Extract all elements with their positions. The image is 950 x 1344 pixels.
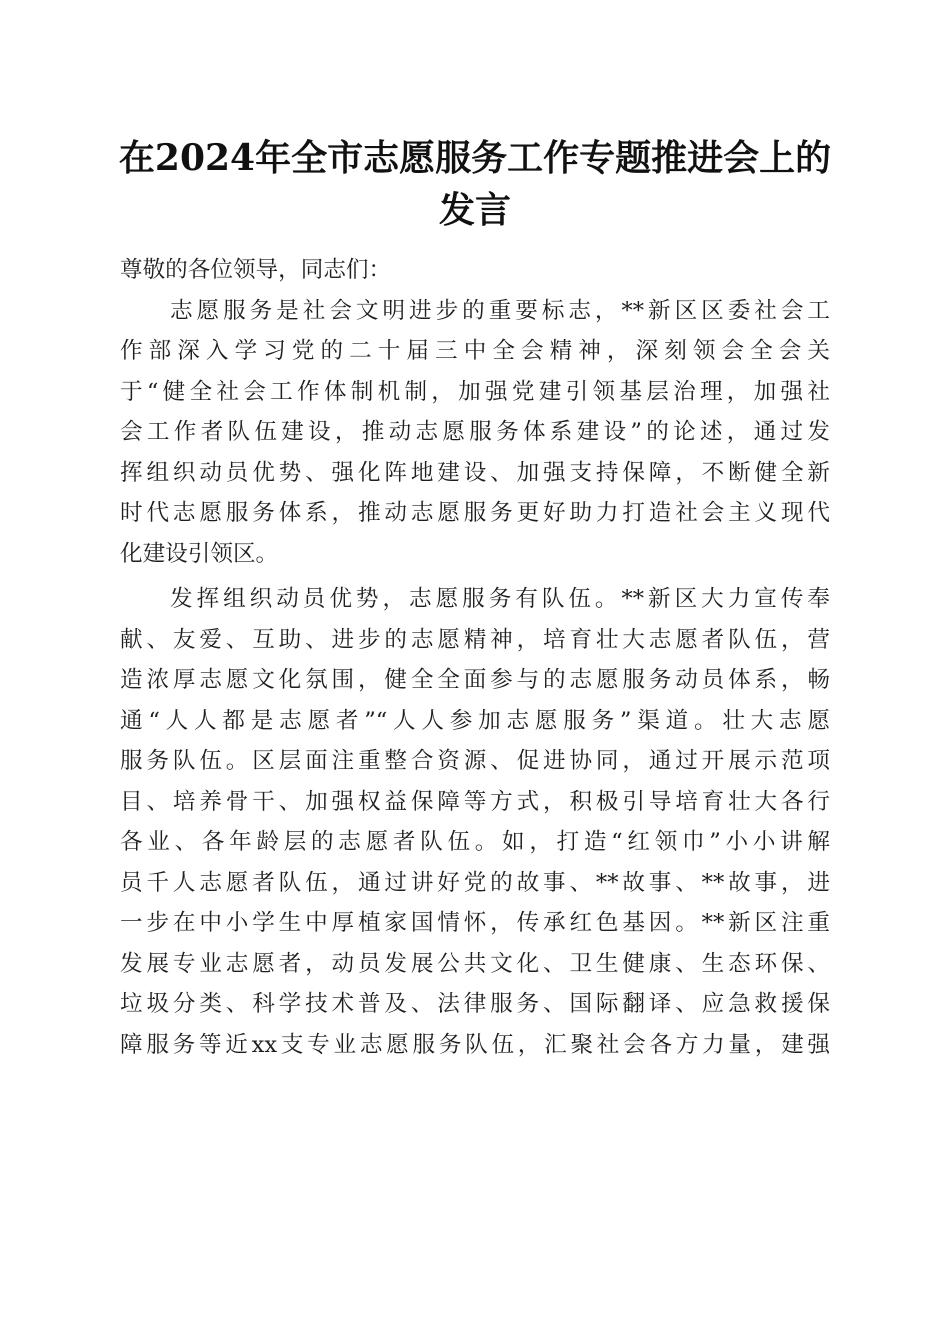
salutation: 尊敬的各位领导，同志们： [120, 257, 392, 283]
paragraph-line: 会工作者队伍建设，推动志愿服务体系建设”的论述，通过发 [120, 419, 830, 445]
paragraph-line: 作部深入学习党的二十届三中全会精神，深刻领会全会关 [120, 338, 830, 364]
title-line-2: 发言 [438, 189, 511, 231]
paragraph-line: 障服务等近xx支专业志愿服务队伍，汇聚社会各方力量，建强 [120, 1031, 830, 1058]
paragraph-line: 于“健全社会工作体制机制，加强党建引领基层治理，加强社 [120, 378, 830, 405]
paragraph-line: 时代志愿服务体系，推动志愿服务更好助力打造社会主义现代 [120, 500, 830, 526]
paragraph-line: 发挥组织动员优势，志愿服务有队伍。**新区大力宣传奉 [170, 586, 830, 612]
title-line-1: 在2024年全市志愿服务工作专题推进会上的 [118, 137, 832, 179]
paragraph-2 [120, 579, 830, 1065]
paragraph-line: 献、友爱、互助、进步的志愿精神，培育壮大志愿者队伍，营 [120, 626, 830, 653]
paragraph-line: 各业、各年龄层的志愿者队伍。如，打造“红领巾”小小讲解 [120, 829, 830, 855]
paragraph-line: 员千人志愿者队伍，通过讲好党的故事、**故事、**故事，进 [120, 869, 830, 896]
paragraph-line: 化建设引领区。 [120, 540, 279, 567]
paragraph-line: 发展专业志愿者，动员发展公共文化、卫生健康、生态环保、 [120, 950, 830, 977]
paragraph-line: 志愿服务是社会文明进步的重要标志，**新区区委社会工 [170, 297, 830, 324]
paragraph-line: 服务队伍。区层面注重整合资源、促进协同，通过开展示范项 [120, 748, 830, 774]
paragraph-line: 一步在中小学生中厚植家国情怀，传承红色基因。**新区注重 [120, 910, 830, 936]
paragraph-line: 垃圾分类、科学技术普及、法律服务、国际翻译、应急救援保 [120, 991, 830, 1017]
paragraph-1 [120, 291, 830, 575]
paragraph-line: 造浓厚志愿文化氛围，健全全面参与的志愿服务动员体系，畅 [120, 667, 830, 693]
paragraph-line: 通“人人都是志愿者”“人人参加志愿服务”渠道。壮大志愿 [120, 707, 830, 734]
paragraph-line: 挥组织动员优势、强化阵地建设、加强支持保障，不断健全新 [120, 459, 830, 486]
document-title [100, 132, 850, 236]
paragraph-line: 目、培养骨干、加强权益保障等方式，积极引导培育壮大各行 [120, 788, 830, 815]
document-body [120, 250, 830, 1065]
